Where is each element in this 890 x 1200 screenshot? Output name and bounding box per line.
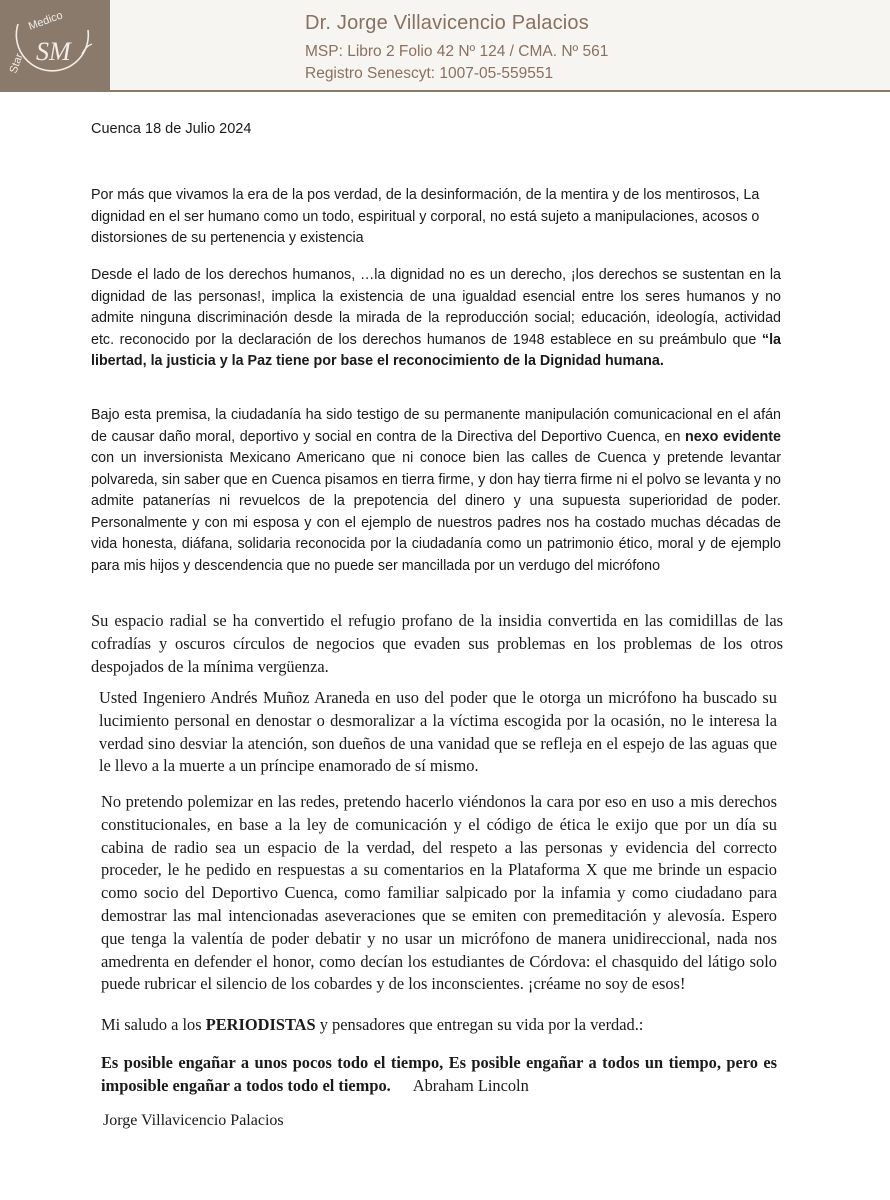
paragraph-7-bold: PERIODISTAS [205, 1015, 316, 1034]
paragraph-3-bold: nexo evidente [685, 428, 781, 445]
paragraph-1: Por más que vivamos la era de la pos verdad, de la desinformación, de la mentira y de los mentirosos, La dignidad en el ser humano como un todo, espiritual y corporal, no está sujeto a manipulaciones, acosos o distorsiones de su pertenencia y existencia [91, 187, 760, 246]
paragraph-3-text-a: Bajo esta premisa, la ciudadanía ha sido testigo de su permanente manipulación comunicacional en el afán de causar daño moral, deportivo y social en contra de la Directiva del Deportivo Cuenca, en [91, 407, 781, 445]
registration-line-1: MSP: Libro 2 Folio 42 Nº 124 / CMA. Nº 561 [305, 43, 609, 60]
paragraph-3 [91, 405, 781, 577]
header-divider [0, 90, 890, 92]
paragraph-7 [101, 1014, 777, 1037]
clinic-logo [0, 0, 110, 92]
logo-medico-text: Medico [26, 9, 65, 33]
star-medico-logo-icon [0, 0, 110, 92]
paragraph-3-text-b: con un inversionista Mexicano Americano que ni conoce bien las calles de Cuenca y pretende levantar polvareda, sin saber que en Cuenca pisamos en tierra firme, y don hay tierra firme ni el polvo se levanta y no admite patanerías ni revuelcos de la prepotencia del dinero y una supuesta superioridad de poder. Personalmente y con mi esposa y con el ejemplo de nuestros padres nos ha costado muchas décadas de vida honesta, diáfana, solidaria reconocida por la ciudadanía como un patrimonio ético, moral y de ejemplo para mis hijos y descendencia que no puede ser mancillada por un verdugo del micrófono [91, 450, 781, 574]
doctor-name: Dr. Jorge Villavicencio Palacios [305, 12, 589, 34]
paragraph-4: Su espacio radial se ha convertido el refugio profano de la insidia convertida en las comidillas de las cofradías y oscuros círculos de negocios que evaden sus problemas en los problemas de los otros despojados de la mínima vergüenza. [91, 611, 783, 676]
closing-quote [101, 1052, 777, 1098]
paragraph-2 [91, 265, 781, 373]
paragraph-7-text-b: y pensadores que entregan su vida por la verdad.: [315, 1015, 644, 1034]
quote-author: Abraham Lincoln [412, 1075, 529, 1095]
letter-date: Cuenca 18 de Julio 2024 [91, 121, 252, 137]
logo-star-text: Star [7, 51, 26, 76]
logo-monogram: SM [36, 37, 71, 66]
registration-line-2: Registro Senescyt: 1007-05-559551 [305, 65, 554, 82]
paragraph-2-text: Desde el lado de los derechos humanos, …la dignidad no es un derecho, ¡los derechos se sustentan en la dignidad de las personas!, implica la existencia de una igualdad esencial entre los seres humanos y no admite ninguna discriminación desde la mirada de la reproducción social; educación, ideología, actividad etc. reconocido por la declaración de los derechos humanos de 1948 establece en su preámbulo que [91, 267, 781, 348]
paragraph-7-text-a: Mi saludo a los [101, 1015, 206, 1034]
paragraph-6: No pretendo polemizar en las redes, pretendo hacerlo viéndonos la cara por eso en uso a mis derechos constitucionales, en base a la ley de comunicación y el código de ética le exijo que por un día su cabina de radio sea un espacio de la verdad, del respeto a las personas y evidencia del correcto proceder, le he pedido en respuestas a su comentarios en la Plataforma X que me brinde un espacio como socio del Deportivo Cuenca, como familiar salpicado por la infamia y como ciudadano para demostrar las mal intencionadas aseveraciones que se emiten con premeditación y alevosía. Espero que tenga la valentía de poder debatir y no usar un micrófono de manera unidireccional, nada nos amedrenta en defender el honor, como decían los estudiantes de Córdova: el chasquido del látigo solo puede rubricar el silencio de los cobardes y de los inconscientes. ¡créame no soy de esos! [101, 792, 777, 994]
paragraph-5: Usted Ingeniero Andrés Muñoz Araneda en uso del poder que le otorga un micrófono ha buscado su lucimiento personal en denostar o desmoralizar a la víctima escogida por la ocasión, no le interesa la verdad sino desviar la atención, son dueños de una vanidad que se refleja en el espejo de las aguas que le llevo a la muerte a un príncipe enamorado de sí mismo. [99, 688, 777, 776]
signature: Jorge Villavicencio Palacios [103, 1112, 284, 1129]
quote-text: Es posible engañar a unos pocos todo el tiempo, Es posible engañar a todos un tiempo, pero es imposible engañar a todos todo el tiempo. [101, 1053, 777, 1095]
paragraph-2-bold-quote: “la libertad, la justicia y la Paz tiene por base el reconocimiento de la Dignidad humana. [91, 331, 781, 369]
